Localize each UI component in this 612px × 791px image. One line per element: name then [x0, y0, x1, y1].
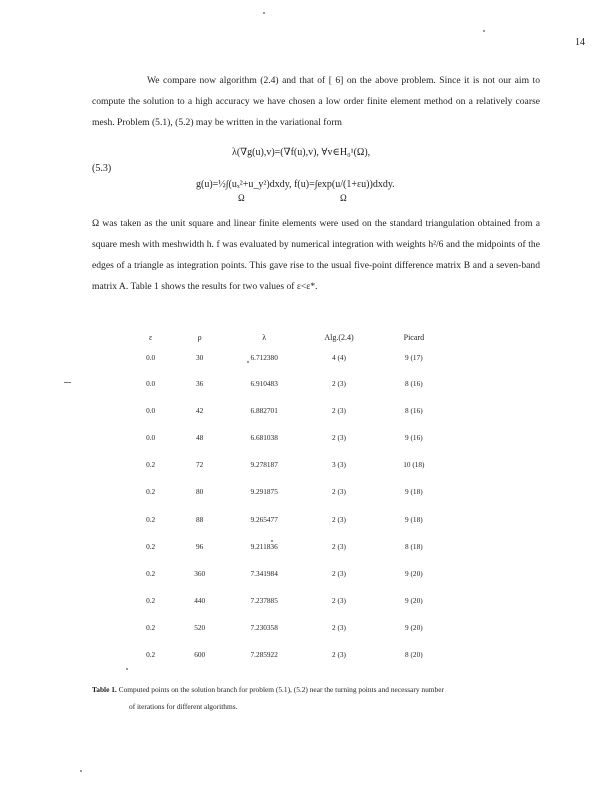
- cell-rho: 96: [196, 541, 204, 551]
- cell-lambda: 6.910483: [250, 379, 278, 389]
- scan-speck: [64, 382, 71, 383]
- header-alg: Alg.(2.4): [324, 332, 354, 342]
- scan-speck: [483, 30, 485, 32]
- caption-text-2: of iterations for different algorithms.: [129, 702, 238, 711]
- cell-lambda: 7.237885: [250, 595, 278, 605]
- cell-epsilon: 0.2: [146, 622, 156, 632]
- cell-picard: 8 (16): [405, 379, 423, 389]
- cell-picard: 9 (17): [405, 352, 423, 362]
- cell-lambda: 9.291875: [250, 487, 278, 497]
- cell-picard: 8 (18): [405, 541, 423, 551]
- table-row: [130, 451, 450, 478]
- header-picard: Picard: [403, 332, 425, 342]
- cell-picard: 9 (18): [405, 487, 423, 497]
- page-number: 14: [575, 37, 585, 48]
- results-table: [130, 330, 450, 668]
- scan-speck: [126, 668, 128, 670]
- cell-alg: 2 (3): [332, 406, 346, 416]
- cell-epsilon: 0.0: [146, 352, 156, 362]
- scan-speck: [80, 770, 82, 772]
- table-row: [130, 344, 450, 370]
- table-row: [130, 397, 450, 424]
- table-row: [130, 478, 450, 505]
- header-lambda: λ: [262, 332, 267, 342]
- cell-alg: 2 (3): [332, 595, 346, 605]
- cell-alg: 3 (3): [332, 460, 346, 470]
- cell-epsilon: 0.2: [146, 595, 156, 605]
- cell-picard: 9 (20): [405, 595, 423, 605]
- cell-picard: 8 (20): [405, 649, 423, 659]
- cell-lambda: 7.285922: [250, 649, 278, 659]
- cell-lambda: 7.230358: [250, 622, 278, 632]
- cell-epsilon: 0.2: [146, 568, 156, 578]
- caption-label: Table 1.: [92, 685, 117, 694]
- cell-alg: 2 (3): [332, 433, 346, 443]
- cell-rho: 520: [194, 622, 206, 632]
- cell-lambda: 6.681038: [250, 433, 278, 443]
- table-caption: [92, 681, 562, 715]
- cell-lambda: 9.265477: [250, 514, 278, 524]
- scan-speck: [263, 12, 265, 14]
- integral-domain-omega-2: Ω: [340, 193, 347, 203]
- table-row: [130, 587, 450, 614]
- cell-alg: 2 (3): [332, 568, 346, 578]
- cell-lambda: 9.211836: [250, 541, 278, 551]
- header-epsilon: ε: [148, 332, 153, 342]
- cell-alg: 2 (3): [332, 487, 346, 497]
- paragraph-intro: [92, 70, 540, 133]
- cell-rho: 440: [194, 595, 206, 605]
- cell-alg: 2 (3): [332, 541, 346, 551]
- cell-rho: 30: [196, 352, 204, 362]
- table-row: [130, 505, 450, 532]
- cell-rho: 42: [196, 406, 204, 416]
- cell-epsilon: 0.0: [146, 379, 156, 389]
- cell-rho: 88: [196, 514, 204, 524]
- cell-epsilon: 0.0: [146, 406, 156, 416]
- table-body: [130, 344, 450, 668]
- cell-lambda: 9.278187: [250, 460, 278, 470]
- header-rho: ρ: [197, 332, 202, 342]
- cell-alg: 2 (3): [332, 379, 346, 389]
- table-row: [130, 424, 450, 451]
- cell-rho: 48: [196, 433, 204, 443]
- caption-line-1: [92, 681, 562, 698]
- caption-text-1: Computed points on the solution branch for problem (5.1), (5.2) near the turning points and necessary number: [118, 685, 444, 694]
- table-row: [130, 370, 450, 397]
- cell-picard: 8 (16): [405, 406, 423, 416]
- cell-picard: 9 (20): [405, 568, 423, 578]
- table-row: [130, 533, 450, 560]
- cell-lambda: 6.712380: [250, 352, 278, 362]
- paragraph-method-text: Ω was taken as the unit square and linear finite elements were used on the standard triangulation obtained from a square mesh with meshwidth h. f was evaluated by numerical integration with weights h²/6 and the midpoints of the edges of a triangle as integration points. This gave rise to the usual five-point difference matrix B and a seven-band matrix A. Table 1 shows the results for two values of ε<ε*.: [92, 218, 540, 292]
- cell-epsilon: 0.2: [146, 460, 156, 470]
- cell-alg: 4 (4): [332, 352, 346, 362]
- cell-picard: 9 (20): [405, 622, 423, 632]
- cell-lambda: 7.341984: [250, 568, 278, 578]
- cell-rho: 360: [194, 568, 206, 578]
- cell-epsilon: 0.0: [146, 433, 156, 443]
- table-row: [130, 614, 450, 641]
- cell-rho: 600: [194, 649, 206, 659]
- integral-domain-omega-1: Ω: [238, 193, 245, 203]
- scan-speck: [271, 540, 273, 542]
- cell-picard: 9 (16): [405, 433, 423, 443]
- cell-epsilon: 0.2: [146, 514, 156, 524]
- cell-lambda: 6.882701: [250, 406, 278, 416]
- cell-epsilon: 0.2: [146, 487, 156, 497]
- cell-rho: 80: [196, 487, 204, 497]
- cell-alg: 2 (3): [332, 622, 346, 632]
- cell-epsilon: 0.2: [146, 649, 156, 659]
- cell-picard: 9 (18): [405, 514, 423, 524]
- paragraph-intro-text: We compare now algorithm (2.4) and that of [ 6] on the above problem. Since it is not our aim to compute the solution to a high accuracy we have chosen a low order finite element method on a relatively coarse mesh. Problem (5.1), (5.2) may be written in the variational form: [92, 75, 540, 128]
- cell-rho: 36: [196, 379, 204, 389]
- table-row: [130, 641, 450, 668]
- cell-alg: 2 (3): [332, 514, 346, 524]
- equation-label: (5.3): [92, 163, 112, 174]
- table-header-row: [130, 330, 450, 344]
- equation-variational: λ(∇g(u),v)=(∇f(u),v), ∀v∈H₀¹(Ω),: [232, 147, 371, 158]
- cell-rho: 72: [196, 460, 204, 470]
- cell-epsilon: 0.2: [146, 541, 156, 551]
- table-row: [130, 560, 450, 587]
- cell-picard: 10 (18): [403, 460, 425, 470]
- scan-speck: [247, 361, 249, 363]
- equation-functionals: g(u)=½∫(uₓ²+u_y²)dxdy, f(u)=∫exp(u/(1+εu))dxdy.: [196, 179, 395, 190]
- cell-alg: 2 (3): [332, 649, 346, 659]
- paragraph-method: [92, 213, 540, 297]
